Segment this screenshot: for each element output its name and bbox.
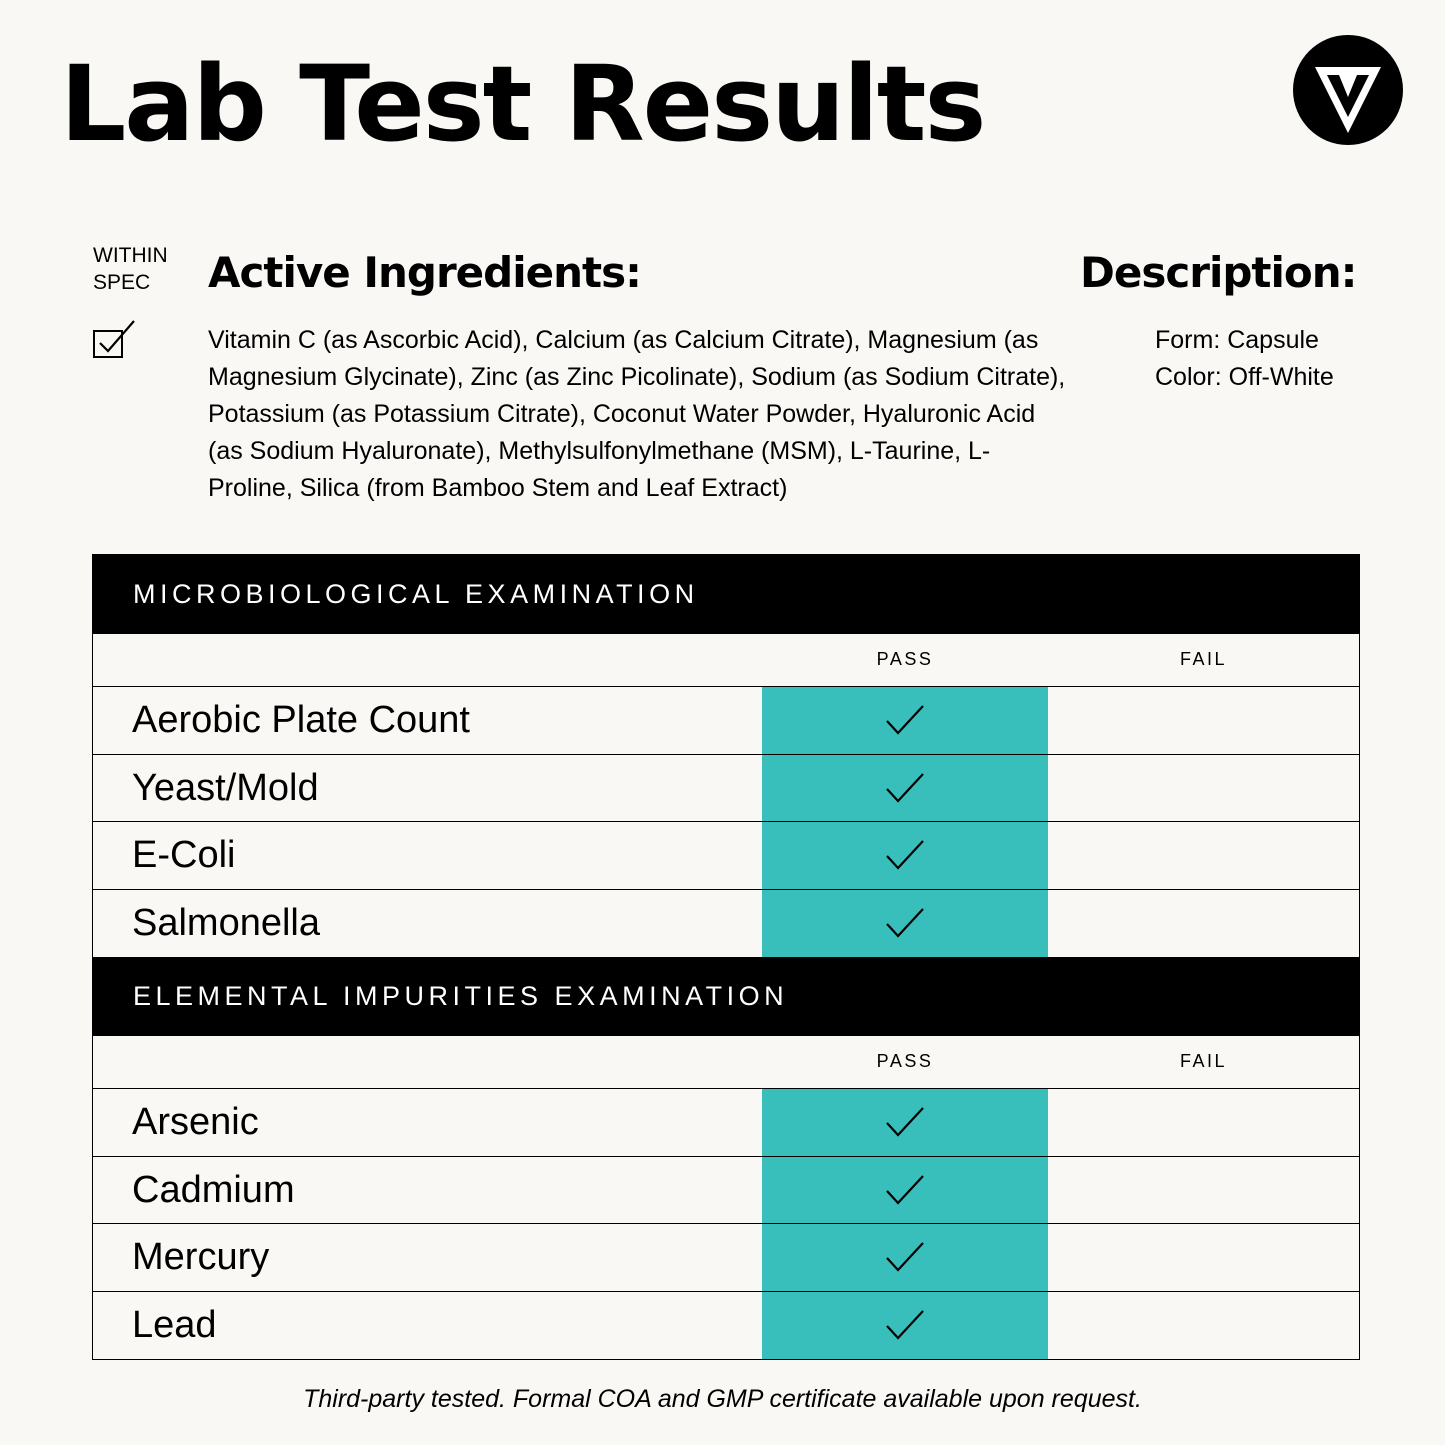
pass-cell	[762, 1224, 1048, 1291]
description-form: Form: Capsule	[1155, 326, 1319, 354]
checkmark-icon	[885, 906, 925, 940]
checkmark-icon	[885, 1308, 925, 1342]
fail-column-header: FAIL	[1179, 649, 1228, 669]
table-row	[93, 1224, 1359, 1292]
fail-cell	[1048, 1224, 1359, 1291]
section-header-elemental-impurities: ELEMENTAL IMPURITIES EXAMINATION	[93, 957, 1359, 1036]
footer-note: Third-party tested. Formal COA and GMP certificate available upon request.	[303, 1385, 1142, 1413]
pass-cell	[762, 890, 1048, 958]
fail-cell	[1048, 890, 1359, 958]
column-headers	[93, 634, 1359, 687]
spec-line-2: SPEC	[93, 271, 151, 294]
checkmark-icon	[885, 703, 925, 737]
table-row	[93, 755, 1359, 823]
test-name: Lead	[132, 1303, 217, 1346]
description-color: Color: Off-White	[1155, 363, 1334, 391]
table-row	[93, 822, 1359, 890]
column-headers	[93, 1036, 1359, 1089]
checkmark-icon	[885, 1105, 925, 1139]
pass-cell	[762, 1157, 1048, 1224]
test-name: Arsenic	[132, 1101, 259, 1143]
table-row	[93, 1157, 1359, 1225]
test-name: Cadmium	[132, 1168, 295, 1211]
pass-cell	[762, 687, 1048, 754]
description-list	[1155, 322, 1334, 396]
table-row	[93, 1292, 1359, 1360]
page-title: Lab Test Results	[60, 43, 985, 165]
checkmark-icon	[885, 1240, 925, 1274]
test-name: Aerobic Plate Count	[132, 699, 470, 741]
pass-cell	[762, 1292, 1048, 1360]
fail-column-header: FAIL	[1179, 1051, 1228, 1071]
pass-cell	[762, 822, 1048, 889]
checkmark-icon	[885, 1173, 925, 1207]
pass-column-header: PASS	[876, 649, 934, 669]
section-header-microbiological: MICROBIOLOGICAL EXAMINATION	[93, 555, 1359, 634]
results-table	[92, 554, 1360, 1360]
active-ingredients-heading: Active Ingredients:	[208, 248, 641, 297]
pass-cell	[762, 1089, 1048, 1156]
triangle-logo-icon	[1293, 35, 1403, 145]
fail-cell	[1048, 822, 1359, 889]
active-ingredients-text: Vitamin C (as Ascorbic Acid), Calcium (as Calcium Citrate), Magnesium (as Magnesium Glycinate), Zinc (as Zinc Picolinate), Sodium (as Sodium Citrate), Potassium (as Potassium Citrate), Coconut Water Powder, Hyaluronic Acid (as Sodium Hyaluronate), Methylsulfonylmethane (MSM), L-Taurine, L-Proline, Silica (from Bamboo Stem and Leaf Extract)	[208, 326, 1066, 502]
table-row	[93, 687, 1359, 755]
spec-line-1: WITHIN	[93, 244, 168, 267]
within-spec-label	[93, 242, 183, 296]
test-name: E-Coli	[132, 834, 236, 876]
table-row	[93, 890, 1359, 958]
test-name: Yeast/Mold	[132, 766, 319, 809]
section-rows	[93, 1089, 1359, 1359]
checkmark-icon	[885, 771, 925, 805]
test-name: Salmonella	[132, 901, 320, 944]
fail-cell	[1048, 1292, 1359, 1360]
section-rows	[93, 687, 1359, 957]
fail-cell	[1048, 1157, 1359, 1224]
fail-cell	[1048, 687, 1359, 754]
pass-column-header: PASS	[876, 1051, 934, 1071]
table-row	[93, 1089, 1359, 1157]
checkmark-icon	[885, 838, 925, 872]
pass-cell	[762, 755, 1048, 822]
checkbox-checked-icon	[92, 318, 138, 360]
fail-cell	[1048, 755, 1359, 822]
fail-cell	[1048, 1089, 1359, 1156]
test-name: Mercury	[132, 1236, 270, 1278]
description-heading: Description:	[1080, 248, 1357, 297]
